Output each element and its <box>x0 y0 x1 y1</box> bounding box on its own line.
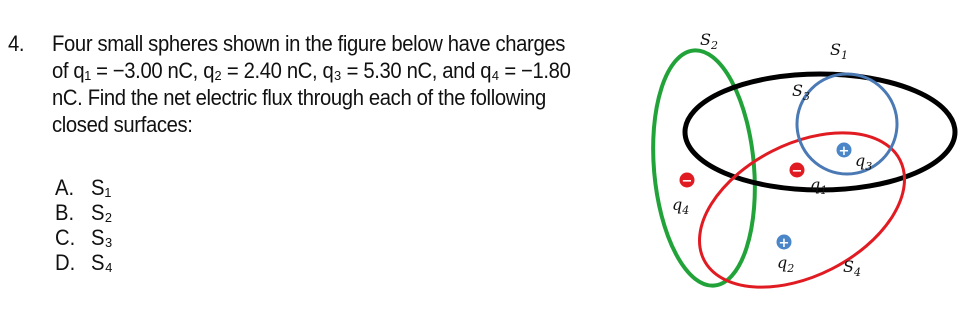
svg-text:q4: $q_4$ <box>672 195 690 217</box>
svg-text:+: + <box>838 144 850 159</box>
question-line: nC. Find the net electric flux through each of the following <box>52 85 546 110</box>
label-s4: $S_4$ <box>843 257 861 279</box>
surface-s4-red <box>674 101 930 309</box>
svg-text:q3: $q_3$ <box>855 151 873 173</box>
svg-text:+: + <box>778 236 790 251</box>
surface-s3-blue <box>797 74 897 174</box>
svg-text:q2: $q_2$ <box>777 253 795 275</box>
charge-q4 <box>672 173 695 218</box>
choice-c: C. S₃ <box>55 225 113 250</box>
question-number: 4. <box>8 31 25 56</box>
svg-text:q1: $q_1$ <box>810 175 828 197</box>
svg-text:−: − <box>681 174 693 189</box>
label-s3: $S_3$ <box>792 81 810 103</box>
question-line: closed surfaces: <box>52 112 193 137</box>
label-s1: $S_1$ <box>830 40 848 62</box>
gauss-surfaces-figure <box>630 0 977 309</box>
choice-b: B. S₂ <box>55 200 113 225</box>
surface-s1-black <box>685 74 955 190</box>
charge-q2 <box>777 235 795 276</box>
question-line: of q₁ = −3.00 nC, q₂ = 2.40 nC, q₃ = 5.30 nC, and q₄ = −1.80 <box>52 58 571 83</box>
choice-d: D. S₄ <box>55 250 113 275</box>
answer-choices <box>55 175 119 275</box>
question-line: Four small spheres shown in the figure below have charges <box>52 31 566 56</box>
choice-a: A. S₁ <box>55 175 112 200</box>
question-stem <box>52 30 628 138</box>
label-s2: $S_2$ <box>700 30 718 52</box>
charge-q3 <box>837 143 873 174</box>
svg-text:−: − <box>791 164 803 179</box>
